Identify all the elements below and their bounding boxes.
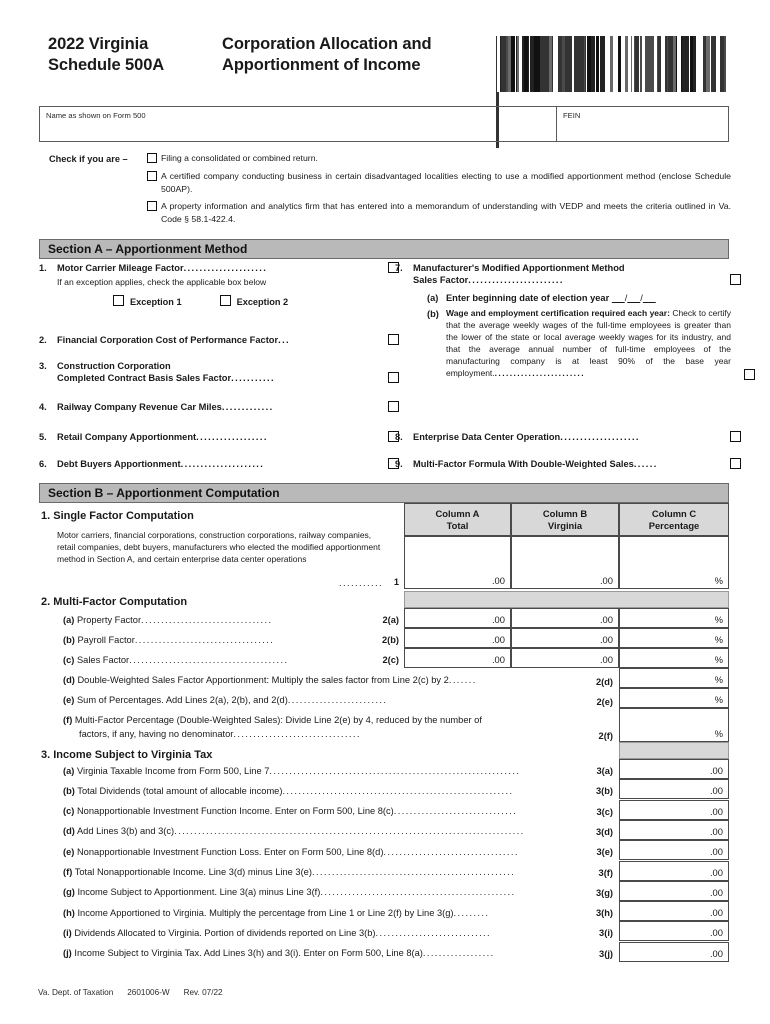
line-2c-leader: ........................................ (129, 655, 289, 665)
item-3-label-line-2: Completed Contract Basis Sales Factor (57, 373, 232, 384)
item-7b-leader: ........................ (494, 367, 585, 378)
line-3j-value: .00 (709, 947, 723, 959)
line-1-col-b-input[interactable] (511, 536, 619, 589)
footer-revision: Rev. 07/22 (183, 988, 223, 997)
line-2b-leader: ................................... (134, 635, 275, 645)
line-3b-label (63, 786, 623, 796)
item-7-number: 7. (395, 263, 403, 273)
line-2a-leader: ................................. (141, 615, 273, 625)
item-6-number: 6. (39, 459, 47, 469)
line-3b-value: .00 (709, 785, 723, 797)
line-3a-label (63, 766, 623, 776)
name-input[interactable] (46, 121, 546, 139)
line-3h-value: .00 (709, 907, 723, 919)
line-2c-col-a-input[interactable] (404, 648, 511, 668)
item-7b-text: Check to certify that the average weekly wages of the full-time employees is greater than the lower of the state or local average weekly wages for its industry, and that the average annual number of full-time employees of the manufacturing company is at least 90% of the base year employment. (446, 308, 731, 378)
column-header-b (511, 503, 619, 536)
fein-input[interactable] (563, 121, 723, 139)
item-7-leader: ........................ (468, 275, 564, 286)
line-3e-letter: (e) (63, 846, 75, 857)
column-header-c (619, 503, 729, 536)
item-2-financial-corporation (39, 334, 391, 346)
item-8-enterprise-data-center (395, 431, 731, 443)
item-8-leader: .................... (560, 432, 640, 442)
line-3c-value: .00 (709, 805, 723, 817)
item-7a-date-input[interactable]: / / (624, 292, 643, 303)
line-3g-input[interactable] (619, 881, 729, 901)
line-2c-text: Sales Factor (76, 655, 130, 665)
line-2a-col-c-value: % (714, 614, 723, 625)
checkbox-item-8[interactable] (730, 431, 741, 442)
line-3c-leader: ............................... (393, 806, 518, 817)
column-c-name: Column C (651, 508, 697, 519)
line-3g-value: .00 (709, 886, 723, 898)
line-3b-ref: 3(b) (595, 786, 613, 797)
line-3d-leader: ........................................................................................ (174, 826, 525, 837)
line-2a-ref: 2(a) (382, 615, 399, 625)
line-2a-col-b-value: .00 (599, 614, 613, 625)
checkbox-row-certified-company (39, 170, 731, 195)
item-6-label: Debt Buyers Apportionment (57, 459, 181, 469)
checkbox-exception-2[interactable] (220, 295, 231, 306)
line-3h-leader: ......... (453, 907, 490, 918)
item-4-number: 4. (39, 402, 47, 412)
line-3d-letter: (d) (63, 826, 75, 837)
line-3-heading: 3. Income Subject to Virginia Tax (41, 749, 213, 761)
exception-1-label: Exception 1 (130, 297, 182, 308)
line-3h-text: Income Apportioned to Virginia. Multiply the percentage from Line 1 or Line 2(f) by Line 3(g) (77, 907, 454, 918)
line-2a-col-b-input[interactable] (511, 608, 619, 628)
checkbox-exception-1[interactable] (113, 295, 124, 306)
subtitle-line-2: Apportionment of Income (222, 56, 421, 74)
line-2e-col-c-value: % (714, 694, 723, 705)
line-3b-letter: (b) (63, 785, 75, 796)
line-3a-text: Virginia Taxable Income from Form 500, Line 7 (76, 765, 270, 776)
item-5-retail-company (39, 431, 391, 443)
fein-divider (556, 107, 557, 141)
barcode-icon (496, 36, 727, 92)
section-a-header (39, 239, 729, 259)
line-3h-input[interactable] (619, 901, 729, 921)
line-2b-col-a-value: .00 (491, 634, 505, 645)
line-1-heading: 1. Single Factor Computation (41, 510, 194, 522)
checkbox-item-9[interactable] (730, 458, 741, 469)
line-2d-col-c-input[interactable] (619, 668, 729, 688)
line-1-col-c-input[interactable] (619, 536, 729, 589)
line-2b-col-c-value: % (714, 634, 723, 645)
line-3a-leader: ............................................................... (269, 765, 521, 776)
line-3j-letter: (j) (63, 948, 72, 959)
line-1-col-a-value: .00 (491, 575, 505, 586)
item-8-label: Enterprise Data Center Operation (413, 432, 561, 442)
item-5-leader: .................. (196, 432, 268, 442)
item-1-motor-carrier (39, 262, 391, 309)
line-3i-value: .00 (709, 927, 723, 939)
column-b-sub: Virginia (547, 520, 583, 531)
line-3c-input[interactable] (619, 800, 729, 820)
form-header (0, 34, 770, 96)
line-2d-col-c-value: % (714, 674, 723, 685)
line-3b-text: Total Dividends (total amount of allocable income) (77, 785, 283, 796)
line-2e-leader: ......................... (287, 695, 388, 705)
check-if-you-are-label: Check if you are – (49, 154, 128, 164)
checkbox-certified-company[interactable] (147, 171, 157, 181)
checkbox-item-4[interactable] (388, 401, 399, 412)
checkbox-item-7[interactable] (730, 274, 741, 285)
line-3c-ref: 3(c) (596, 806, 613, 817)
page-title (48, 34, 218, 76)
line-3f-input[interactable] (619, 861, 729, 881)
line-2b-letter: (b) (63, 635, 75, 645)
line-3a-value: .00 (709, 765, 723, 776)
item-3-construction-corporation (39, 360, 391, 385)
item-7a-label: Enter beginning date of election year (445, 292, 610, 303)
line-3j-ref: 3(j) (599, 948, 613, 959)
column-a-name: Column A (435, 508, 480, 519)
section-a-body (39, 262, 731, 480)
line-3d-value: .00 (709, 825, 723, 837)
line-2c-ref: 2(c) (382, 655, 399, 665)
item-5-label: Retail Company Apportionment (57, 432, 197, 442)
line-2a-label (63, 615, 273, 625)
item-9-label: Multi-Factor Formula With Double-Weighted Sales (413, 459, 634, 469)
line-2d-label (63, 675, 583, 685)
line-2d-letter: (d) (63, 675, 75, 685)
checkbox-item-7b[interactable] (744, 369, 755, 380)
line-2d-text: Double-Weighted Sales Factor Apportionment: Multiply the sales factor from Line 2(c) by 2 (77, 675, 449, 685)
line-2b-col-b-value: .00 (599, 634, 613, 645)
line-3f-text: Total Nonapportionable Income. Line 3(d) minus Line 3(e) (74, 867, 312, 877)
item-9-number: 9. (395, 459, 403, 469)
line-3i-letter: (i) (63, 927, 72, 938)
line-2f-leader: ................................ (233, 729, 361, 739)
column-header-a (404, 503, 511, 536)
name-field-label: Name as shown on Form 500 (46, 111, 146, 120)
line-3j-text: Income Subject to Virginia Tax. Add Lines 3(h) and 3(i). Enter on Form 500, Line 8(a) (74, 948, 423, 959)
line-1-note: Motor carriers, financial corporations, construction corporations, railway companies, retail companies, debt buyers, manufacturers who elected the modified apportionment method in Section A, and certain enterprise data center operations (57, 530, 381, 564)
section-a-title: Section A – Apportionment Method (48, 242, 248, 256)
item-5-number: 5. (39, 432, 47, 442)
item-3-leader: ........... (231, 373, 275, 384)
line-3i-input[interactable] (619, 921, 729, 941)
line-3e-value: .00 (709, 846, 723, 858)
line-2b-label (63, 635, 274, 645)
line-3d-input[interactable] (619, 820, 729, 840)
line-3a-input[interactable] (619, 759, 729, 779)
item-8-number: 8. (395, 432, 403, 442)
column-a-sub: Total (446, 520, 469, 531)
item-4-label: Railway Company Revenue Car Miles (57, 402, 222, 412)
line-2b-text: Payroll Factor (77, 635, 135, 645)
line-3f-ref: 3(f) (598, 867, 613, 878)
line-3d-ref: 3(d) (595, 826, 613, 837)
line-2c-col-b-input[interactable] (511, 648, 619, 668)
title-line-2: Schedule 500A (48, 56, 165, 74)
check-if-you-are-block (39, 152, 731, 225)
line-2e-text: Sum of Percentages. Add Lines 2(a), 2(b), and 2(d) (76, 695, 288, 705)
item-2-label: Financial Corporation Cost of Performance Factor (57, 335, 279, 345)
line-3f-letter: (f) (63, 867, 73, 877)
line-3-shaded-spacer (619, 742, 729, 759)
footer-form-number: 2601006-W (127, 988, 170, 997)
exception-2-label: Exception 2 (236, 297, 289, 308)
line-2e-letter: (e) (63, 695, 75, 705)
section-b-title: Section B – Apportionment Computation (48, 486, 280, 500)
item-1-note: If an exception applies, check the applicable box below (57, 277, 267, 288)
column-c-sub: Percentage (648, 520, 700, 531)
line-3i-text: Dividends Allocated to Virginia. Portion of dividends reported on Line 3(b) (74, 927, 376, 938)
line-3i-ref: 3(i) (599, 928, 613, 939)
line-2c-col-c-input[interactable] (619, 648, 729, 668)
line-2b-col-c-input[interactable] (619, 628, 729, 648)
column-b-name: Column B (542, 508, 588, 519)
line-2a-col-a-value: .00 (491, 614, 505, 625)
line-3e-leader: .................................. (383, 846, 519, 857)
footer-agency: Va. Dept. of Taxation (38, 988, 114, 997)
line-2-shaded-spacer (404, 591, 729, 608)
checkbox-property-analytics-label: A property information and analytics firm that has entered into a memorandum of understanding with VEDP and meets the criteria outlined in Va. Code § 58.1-422.4. (161, 201, 731, 224)
item-7b-wage-certification (427, 308, 731, 379)
line-2a-col-c-input[interactable] (619, 608, 729, 628)
checkbox-property-analytics-firm[interactable] (147, 201, 157, 211)
item-3-number: 3. (39, 361, 47, 371)
line-3j-label (63, 948, 623, 958)
line-3f-leader: ................................................... (311, 867, 516, 877)
line-2a-letter: (a) (63, 615, 75, 625)
line-2-heading: 2. Multi-Factor Computation (41, 596, 188, 608)
line-3e-ref: 3(e) (596, 847, 613, 858)
line-3b-leader: .......................................................... (282, 785, 514, 796)
item-6-debt-buyers (39, 458, 391, 470)
item-1-leader: ..................... (183, 263, 268, 273)
line-2e-col-c-input[interactable] (619, 688, 729, 708)
line-3e-text: Nonapportionable Investment Function Loss. Enter on Form 500, Line 8(d) (76, 846, 384, 857)
item-7a-election-date (427, 292, 731, 304)
line-3a-letter: (a) (63, 765, 75, 776)
line-2f-label (63, 715, 593, 725)
line-2c-label (63, 655, 288, 665)
line-2b-ref: 2(b) (381, 635, 399, 645)
line-3e-label (63, 847, 623, 857)
line-2f-letter: (f) (63, 715, 73, 725)
line-2e-label (63, 695, 583, 705)
line-2f-label-2 (79, 729, 609, 739)
checkbox-row-consolidated (39, 152, 731, 165)
line-3h-letter: (h) (63, 907, 75, 918)
checkbox-certified-company-label: A certified company conducting business in certain disadvantaged localities electing to use a modified apportionment method (enclose Schedule 500AP). (161, 171, 731, 194)
section-b-header (39, 483, 729, 503)
item-9-multi-factor-formula (395, 458, 731, 470)
checkbox-consolidated-label: Filing a consolidated or combined return. (161, 153, 318, 163)
line-2f-col-c-input[interactable] (619, 708, 729, 742)
identification-box (39, 106, 729, 142)
line-3f-label (63, 867, 623, 877)
line-1-col-a-input[interactable] (404, 536, 511, 589)
item-6-leader: ..................... (180, 459, 265, 469)
line-2a-text: Property Factor (76, 615, 142, 625)
line-3g-letter: (g) (63, 887, 75, 898)
subtitle-line-1: Corporation Allocation and (222, 35, 432, 53)
item-4-leader: ............. (221, 402, 274, 412)
line-3i-label (63, 928, 623, 938)
line-2d-ref: 2(d) (595, 677, 613, 687)
line-1-col-c-value: % (714, 575, 723, 586)
line-2c-col-b-value: .00 (599, 654, 613, 665)
line-1-col-b-value: .00 (599, 575, 613, 586)
line-2e-ref: 2(e) (596, 697, 613, 707)
line-1-leader: ........... (339, 577, 384, 588)
line-3g-label (63, 887, 623, 897)
line-3i-leader: ............................. (375, 927, 492, 938)
line-3h-ref: 3(h) (595, 908, 613, 919)
form-footer (38, 988, 237, 997)
line-3c-text: Nonapportionable Investment Function Income. Enter on Form 500, Line 8(c) (76, 806, 394, 817)
line-3c-letter: (c) (63, 806, 75, 817)
line-2c-col-a-value: .00 (491, 654, 505, 665)
item-1-label: Motor Carrier Mileage Factor (57, 263, 184, 273)
line-2f-col-c-value: % (714, 728, 723, 739)
line-2b-col-a-input[interactable] (404, 628, 511, 648)
item-2-number: 2. (39, 335, 47, 345)
item-4-railway-company (39, 401, 391, 413)
line-3c-label (63, 806, 623, 816)
item-7b-letter: (b) (427, 309, 439, 320)
line-3j-input[interactable] (619, 942, 729, 962)
item-7-label-line-1: Manufacturer's Modified Apportionment Method (413, 263, 625, 273)
fein-field-label: FEIN (563, 111, 581, 120)
item-3-label-line-1: Construction Corporation (57, 361, 171, 371)
line-2c-letter: (c) (63, 655, 75, 665)
item-7b-bold-label: Wage and employment certification required each year: (446, 308, 670, 319)
form-subtitle (222, 34, 502, 76)
item-2-leader: ... (278, 335, 291, 345)
line-3g-ref: 3(g) (595, 887, 613, 898)
line-3d-label (63, 826, 623, 836)
line-2c-col-c-value: % (714, 654, 723, 665)
line-3g-leader: ................................................. (320, 887, 516, 898)
title-line-1: 2022 Virginia (48, 35, 149, 53)
checkbox-consolidated-return[interactable] (147, 153, 157, 163)
line-3f-value: .00 (709, 866, 723, 878)
item-7a-letter: (a) (427, 292, 439, 303)
line-2a-col-a-input[interactable] (404, 608, 511, 628)
line-2f-text-line-1: Multi-Factor Percentage (Double-Weighted Sales): Divide Line 2(e) by 4, reduced by the number of (74, 715, 482, 725)
item-7-label-line-2: Sales Factor (413, 275, 469, 286)
line-3j-leader: .................. (422, 948, 495, 959)
line-3g-text: Income Subject to Apportionment. Line 3(a) minus Line 3(f) (77, 887, 321, 898)
line-2d-leader: ....... (448, 675, 477, 685)
line-3h-label (63, 908, 623, 918)
item-1-number: 1. (39, 263, 47, 273)
item-9-leader: ...... (633, 459, 658, 469)
line-3b-input[interactable] (619, 779, 729, 799)
line-3a-ref: 3(a) (596, 766, 613, 776)
line-3d-text: Add Lines 3(b) and 3(c) (76, 826, 175, 837)
line-2f-text-line-2: factors, if any, having no denominator (79, 729, 234, 739)
item-1-exceptions (113, 295, 391, 308)
item-7-manufacturers-method (395, 262, 731, 380)
checkbox-row-property-analytics (39, 200, 731, 225)
line-2f-ref: 2(f) (598, 731, 613, 741)
line-3e-input[interactable] (619, 840, 729, 860)
line-2b-col-b-input[interactable] (511, 628, 619, 648)
line-1-ref: 1 (393, 577, 399, 587)
